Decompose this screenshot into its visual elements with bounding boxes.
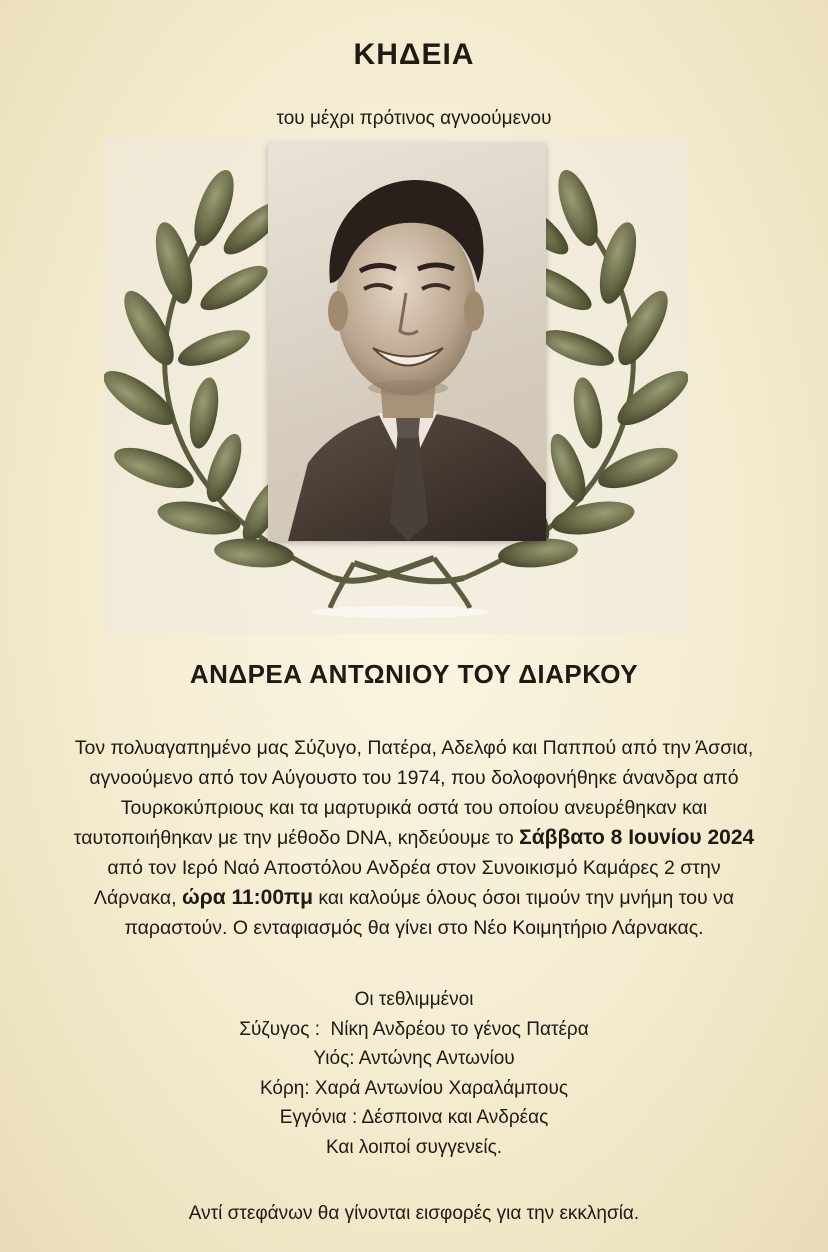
announcement-intro: Τον πολυαγαπημένο μας Σύζυγο, Πατέρα, Αδελφό και Παππού από την Άσσια, αγνοούμενο από τον Αύγουστο του 1974, που δολοφονήθηκε άνανδρα από Τουρκοκύπριους και τα μαρτυρικά οστά του οποίου ανευρέθηκαν και ταυτοποιήθηκαν με την μέθοδο DNA, κηδεύουμε το bbox=[73, 737, 754, 849]
announcement-church: από τον Ιερό Ναό Αποστόλου Ανδρέα στον Συνοικισμό Καμάρες 2 στην Λάρνακα, bbox=[93, 857, 721, 909]
mourner-daughter: Κόρη: Χαρά Αντωνίου Χαραλάμπους bbox=[259, 1077, 569, 1099]
funeral-date: Σάββατο 8 Ιουνίου 2024 bbox=[519, 826, 755, 849]
page-title: ΚΗΔΕΙΑ bbox=[353, 38, 475, 71]
mourners-heading: Οι τεθλιμμένοι bbox=[354, 989, 474, 1010]
announcement-closing: και καλούμε όλους όσοι τιμούν την μνήμη του να παραστούν. Ο ενταφιασμός θα γίνει στο Νέο Κοιμητήριο Λάρνακας. bbox=[124, 887, 735, 939]
mourner-son: Υιός: Αντώνης Αντωνίου bbox=[313, 1048, 515, 1069]
mourner-grandchildren: Εγγόνια : Δέσποινα και Ανδρέας bbox=[279, 1107, 549, 1128]
mourner-spouse: Σύζυγος : Νίκη Ανδρέου το γένος Πατέρα bbox=[239, 1018, 589, 1040]
deceased-name: ΑΝΔΡΕΑ ΑΝΤΩΝΙΟΥ ΤΟΥ ΔΙΑΡΚΟΥ bbox=[189, 659, 639, 689]
mourners-list bbox=[0, 985, 828, 1162]
mourner-relatives: Και λοιποί συγγενείς. bbox=[325, 1136, 503, 1158]
funeral-time: ώρα 11:00πμ bbox=[181, 886, 313, 909]
announcement-text bbox=[64, 733, 764, 943]
donation-note: Αντί στεφάνων θα γίνονται εισφορές για την εκκλησία. bbox=[188, 1203, 640, 1224]
portrait-photo bbox=[268, 143, 546, 541]
page-subtitle: του μέχρι πρότινος αγνοούμενου bbox=[276, 108, 552, 129]
